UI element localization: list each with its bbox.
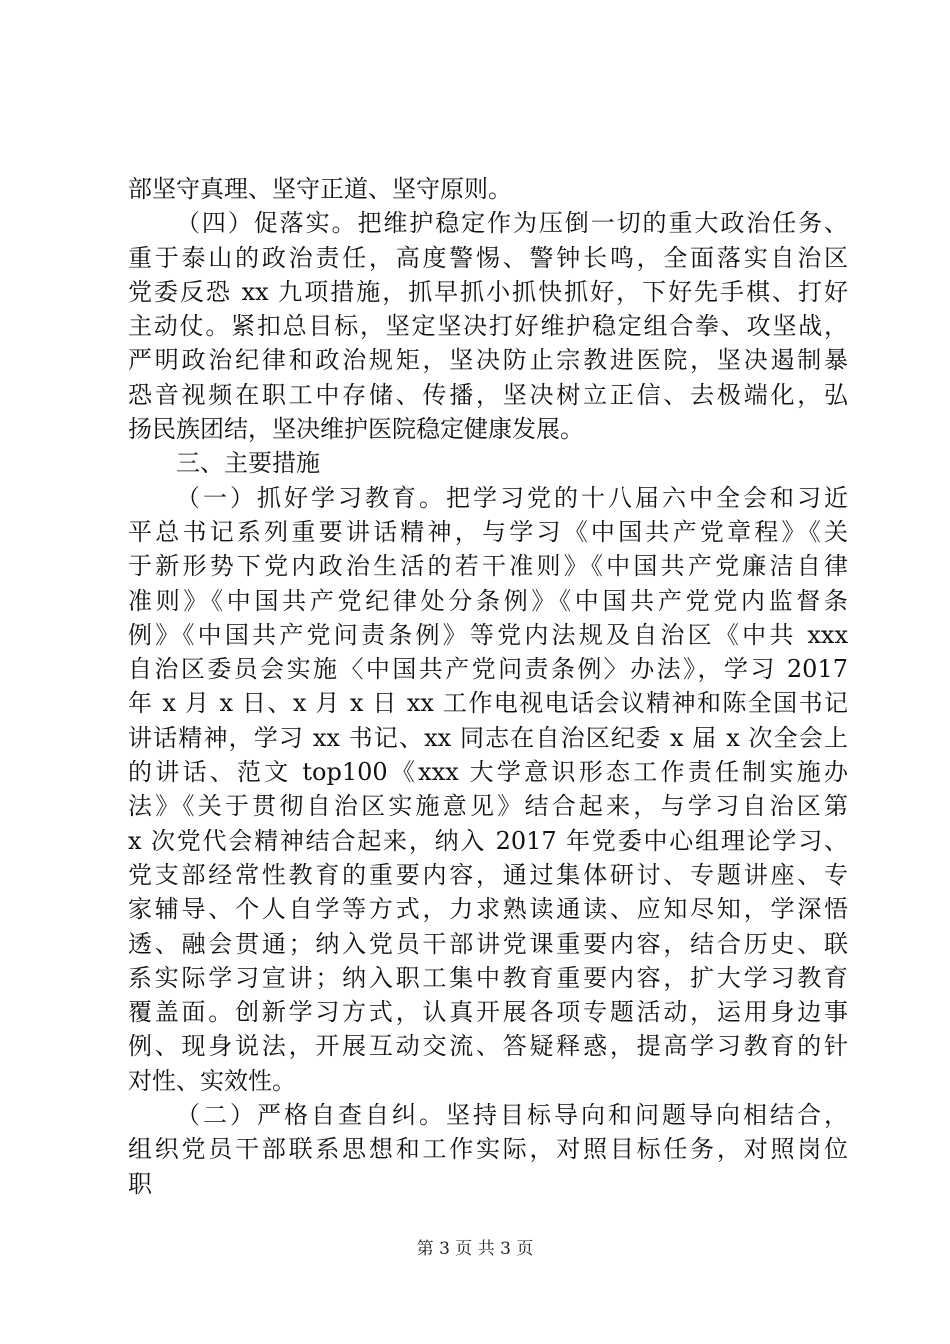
text-line: 对性、实效性。 (128, 1066, 296, 1095)
text-line: 恐音视频在职工中存储、传播，坚决树立正信、去极端化，弘 (128, 380, 848, 409)
text-line: 重于泰山的政治责任，高度警惕、警钟长鸣，全面落实自治区 (128, 243, 848, 272)
text-line: x 次党代会精神结合起来，纳入 2017 年党委中心组理论学习、 (128, 826, 848, 855)
text-line: 系实际学习宣讲；纳入职工集中教育重要内容，扩大学习教育 (128, 963, 848, 992)
text-line: 主动仗。紧扣总目标，坚定坚决打好维护稳定组合拳、攻坚战， (128, 312, 848, 341)
text-line: 党支部经常性教育的重要内容，通过集体研讨、专题讲座、专 (128, 860, 848, 889)
text-line: 党委反恐 xx 九项措施，抓早抓小抓快抓好，下好先手棋、打好 (128, 277, 848, 306)
text-line: 家辅导、个人自学等方式，力求熟读通读、应知尽知，学深悟 (128, 895, 848, 924)
text-line: 年 x 月 x 日、x 月 x 日 xx 工作电视电话会议精神和陈全国书记 (128, 689, 848, 718)
text-line: 讲话精神，学习 xx 书记、xx 同志在自治区纪委 x 届 x 次全会上 (128, 723, 848, 752)
page-number-footer: 第 3 页 共 3 页 (416, 1239, 534, 1259)
text-line: 自治区委员会实施〈中国共产党问责条例〉办法》，学习 2017 (128, 655, 848, 684)
paragraph-start-line: （一）抓好学习教育。把学习党的十八届六中全会和习近 (176, 483, 848, 512)
text-line: 的讲话、范文 top100《xxx 大学意识形态工作责任制实施办 (128, 758, 848, 787)
text-line: 严明政治纪律和政治规矩，坚决防止宗教进医院，坚决遏制暴 (128, 346, 848, 375)
text-line: 平总书记系列重要讲话精神，与学习《中国共产党章程》《关 (128, 517, 848, 546)
text-line: 部坚守真理、坚守正道、坚守原则。 (128, 175, 512, 203)
text-line: 组织党员干部联系思想和工作实际，对照目标任务，对照岗位 (128, 1135, 848, 1164)
text-line: 覆盖面。创新学习方式，认真开展各项专题活动，运用身边事 (128, 998, 848, 1027)
text-line: 于新形势下党内政治生活的若干准则》《中国共产党廉洁自律 (128, 552, 848, 581)
text-line: 透、融会贯通；纳入党员干部讲党课重要内容，结合历史、联 (128, 929, 848, 958)
text-line: 准则》《中国共产党纪律处分条例》《中国共产党党内监督条 (128, 586, 848, 615)
text-line: 扬民族团结，坚决维护医院稳定健康发展。 (128, 415, 584, 444)
paragraph-start-line: （二）严格自查自纠。坚持目标导向和问题导向相结合， (176, 1101, 848, 1130)
text-line: 例、现身说法，开展互动交流、答疑释惑，提高学习教育的针 (128, 1032, 848, 1061)
body-text (128, 172, 848, 1201)
paragraph-start-line: （四）促落实。把维护稳定作为压倒一切的重大政治任务、 (176, 209, 848, 238)
text-line: 职 (128, 1169, 152, 1198)
section-heading: 三、主要措施 (176, 449, 320, 478)
text-line: 例》《中国共产党问责条例》等党内法规及自治区《中共 xxx (128, 620, 848, 649)
text-line: 法》《关于贯彻自治区实施意见》结合起来，与学习自治区第 (128, 792, 848, 821)
